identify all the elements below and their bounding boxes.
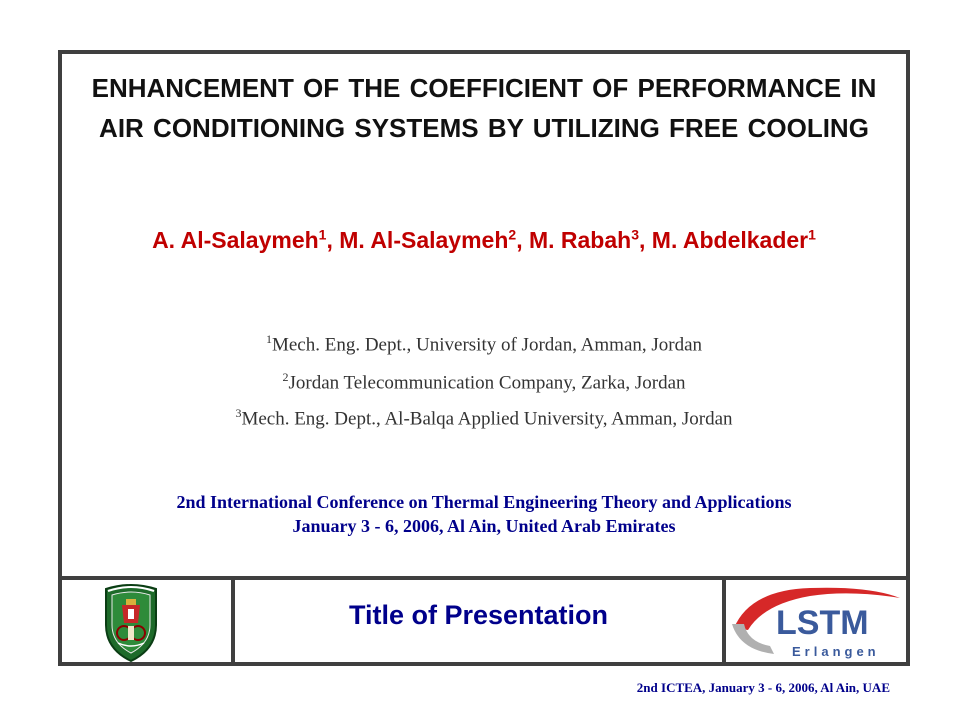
author-1: A. Al-Salaymeh$^1$,: [152, 226, 340, 253]
conference-dates: January 3 - 6, 2006, Al Ain, United Arab Emirates: [292, 516, 676, 536]
university-crest-logo: [100, 581, 162, 663]
lstm-erlangen-logo: [730, 584, 906, 662]
author-list: [70, 222, 898, 258]
presentation-title-label: Title of Presentation: [348, 600, 609, 630]
frame-divider-right: [722, 578, 726, 666]
author-2: M. Al-Salaymeh$^2$,: [339, 226, 529, 253]
conference-info: [70, 490, 898, 538]
slide-footer: 2nd ICTEA, January 3 - 6, 2006, Al Ain, UAE: [636, 680, 890, 695]
conference-name: 2nd International Conference on Thermal Engineering Theory and Applications: [176, 492, 792, 512]
lstm-logo-subtext: Erlangen: [792, 644, 880, 659]
affiliation-3: $^3$Mech. Eng. Dept., Al-Balqa Applied University, Amman, Jordan: [235, 406, 733, 430]
frame-divider: [58, 576, 910, 580]
affiliation-1: $^1$Mech. Eng. Dept., University of Jordan, Amman, Jordan: [265, 332, 703, 356]
lstm-logo-text: LSTM: [776, 604, 869, 642]
author-3: M. Rabah$^3$,: [528, 226, 652, 253]
author-4: M. Abdelkader$^1$: [651, 226, 816, 253]
affiliation-2: $^2$Jordan Telecommunication Company, Zarka, Jordan: [282, 370, 686, 394]
slide-title: ENHANCEMENT OF THE COEFFICIENT OF PERFORMANCE IN AIR CONDITIONING SYSTEMS BY UTILIZING FREE COOLING: [91, 73, 877, 143]
